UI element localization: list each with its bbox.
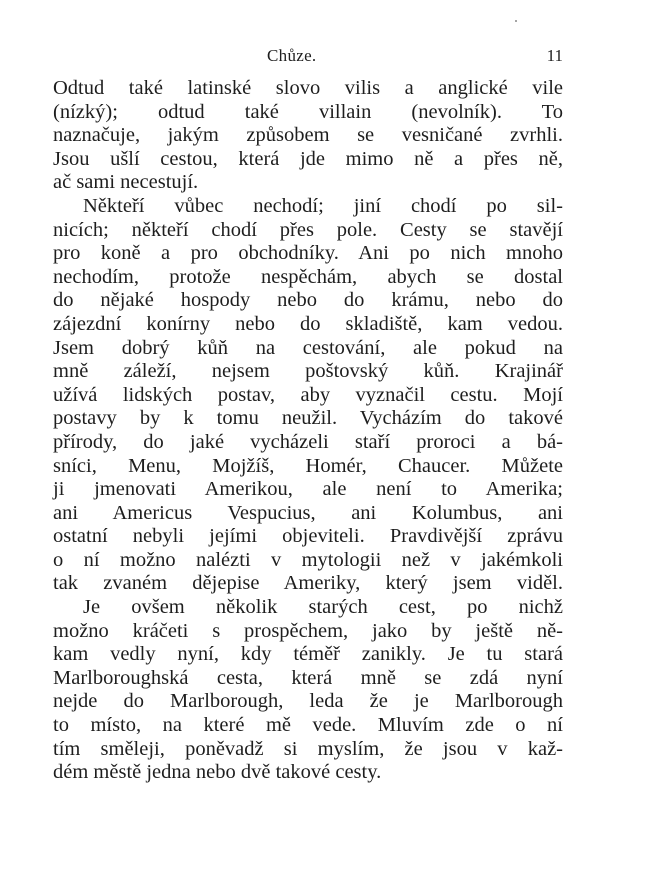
text-line: to místo, na které mě vede. Mluvím zde o ní [53, 714, 563, 737]
body-text [53, 77, 563, 785]
text-line: ač sami necestují. [53, 171, 199, 194]
text-line: Marlboroughská cesta, která mně se zdá nyní [53, 666, 563, 689]
text-line: nicích; někteří chodí přes pole. Cesty se stavějí [53, 218, 563, 241]
text-line: Jsem dobrý kůň na cestování, ale pokud na [53, 336, 563, 359]
text-line: dém městě jedna nebo dvě takové cesty. [53, 761, 382, 784]
text-line: přírody, do jaké vycházeli staří proroci a bá- [53, 430, 563, 453]
text-line: tím směleji, poněvadž si myslím, že jsou v kaž- [53, 737, 563, 760]
text-line: mně záleží, nejsem poštovský kůň. Krajinář [53, 360, 563, 383]
page-number: 11 [546, 46, 563, 65]
text-line: nejde do Marlborough, leda že je Marlborough [53, 690, 563, 713]
text-line: pro koně a pro obchodníky. Ani po nich mnoho [53, 242, 563, 265]
text-line: Někteří vůbec nechodí; jiní chodí po sil- [83, 194, 563, 217]
text-line: zájezdní konírny nebo do skladiště, kam vedou. [53, 312, 563, 335]
text-line: možno kráčeti s prospěchem, jako by ještě ně- [53, 619, 563, 642]
text-line: užívá lidských postav, aby vyznačil cestu. Mojí [53, 383, 563, 406]
text-line: Jsou ušlí cestou, která jde mimo ně a přes ně, [53, 147, 563, 170]
text-line: Je ovšem několik starých cest, po nichž [83, 596, 563, 619]
text-line: postavy by k tomu neužil. Vycházím do takové [53, 407, 563, 430]
text-line: kam vedly nyní, kdy téměř zanikly. Je tu stará [53, 643, 563, 666]
text-line: ostatní nebyli jejími objeviteli. Pravdivější zprávu [53, 525, 563, 548]
text-line: naznačuje, jakým způsobem se vesničané zvrhli. [53, 124, 563, 147]
text-line: nechodím, protože nespěchám, abych se dostal [53, 265, 563, 288]
text-line: sníci, Menu, Mojžíš, Homér, Chaucer. Můžete [53, 454, 563, 477]
text-line: do nějaké hospody nebo do krámu, nebo do [53, 289, 563, 312]
text-line: ani Americus Vespucius, ani Kolumbus, ani [53, 501, 563, 524]
text-line: (nízký); odtud také villain (nevolník). To [53, 100, 563, 123]
text-line: tak zvaném dějepise Ameriky, který jsem viděl. [53, 572, 563, 595]
scan-speck [515, 20, 517, 22]
text-line: ji jmenovati Amerikou, ale není to Amerika; [53, 478, 563, 501]
text-line: Odtud také latinské slovo vilis a anglické vile [53, 77, 563, 99]
running-title: Chůze. [267, 46, 317, 65]
text-line: o ní možno nalézti v mytologii než v jakémkoli [53, 548, 563, 571]
running-head [53, 44, 563, 68]
